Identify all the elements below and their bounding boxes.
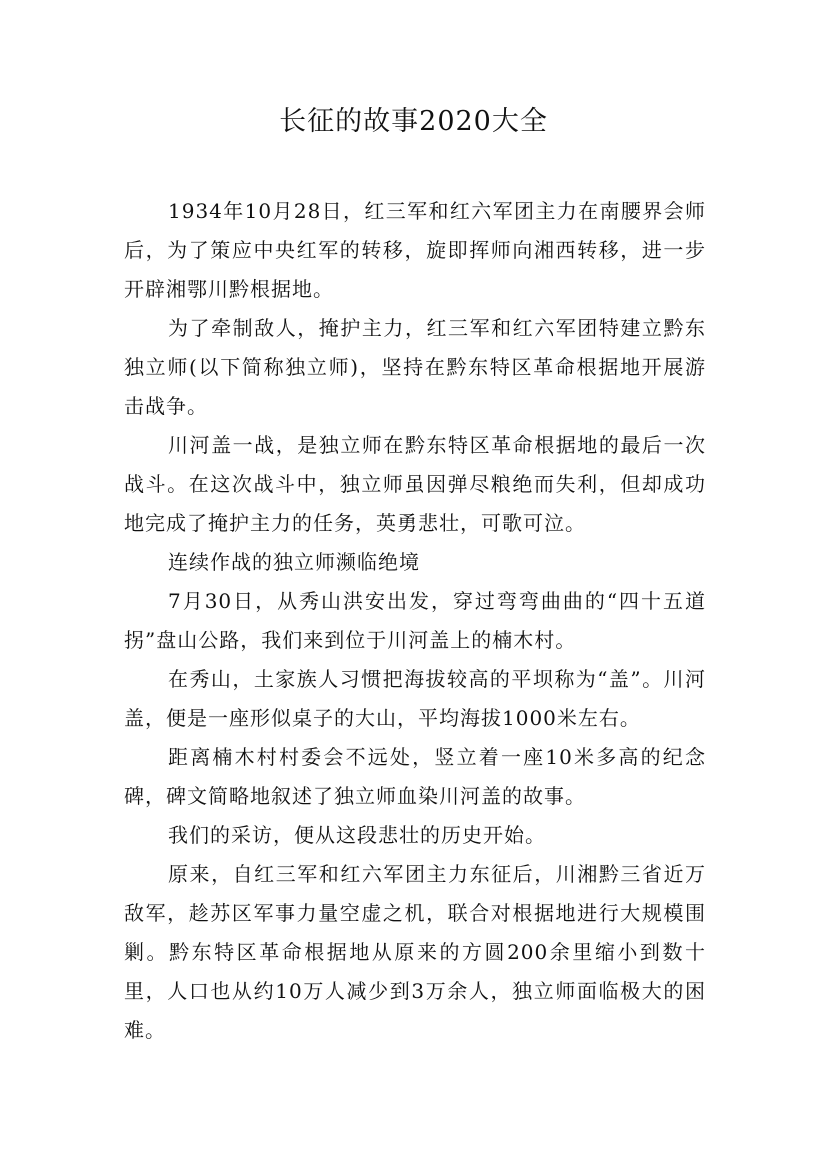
document-title: 长征的故事2020大全 (279, 106, 548, 137)
section-heading: 连续作战的独立师濒临绝境 (168, 550, 420, 574)
document-body (124, 192, 706, 1050)
paragraph: 1934年10月28日，红三军和红六军团主力在南腰界会师后，为了策应中央红军的转移，旋即挥师向湘西转移，进一步开辟湘鄂川黔根据地。 (124, 199, 706, 301)
paragraph: 川河盖一战，是独立师在黔东特区革命根据地的最后一次战斗。在这次战斗中，独立师虽因弹尽粮绝而失利，但却成功地完成了掩护主力的任务，英勇悲壮，可歌可泣。 (124, 433, 706, 535)
paragraph: 7月30日，从秀山洪安出发，穿过弯弯曲曲的“四十五道拐”盘山公路，我们来到位于川河盖上的楠木村。 (124, 589, 706, 652)
paragraph: 距离楠木村村委会不远处，竖立着一座10米多高的纪念碑，碑文简略地叙述了独立师血染川河盖的故事。 (124, 745, 706, 808)
paragraph: 我们的采访，便从这段悲壮的历史开始。 (168, 823, 546, 847)
paragraph: 原来，自红三军和红六军团主力东征后，川湘黔三省近万敌军，趁苏区军事力量空虚之机，联合对根据地进行大规模围剿。黔东特区革命根据地从原来的方圆200余里缩小到数十里，人口也从约10万人减少到3万余人，独立师面临极大的困难。 (124, 862, 706, 1042)
paragraph: 在秀山，土家族人习惯把海拔较高的平坝称为“盖”。川河盖，便是一座形似桌子的大山，平均海拔1000米左右。 (124, 667, 706, 730)
paragraph: 为了牵制敌人，掩护主力，红三军和红六军团特建立黔东独立师(以下简称独立师)，坚持在黔东特区革命根据地开展游击战争。 (124, 316, 706, 418)
